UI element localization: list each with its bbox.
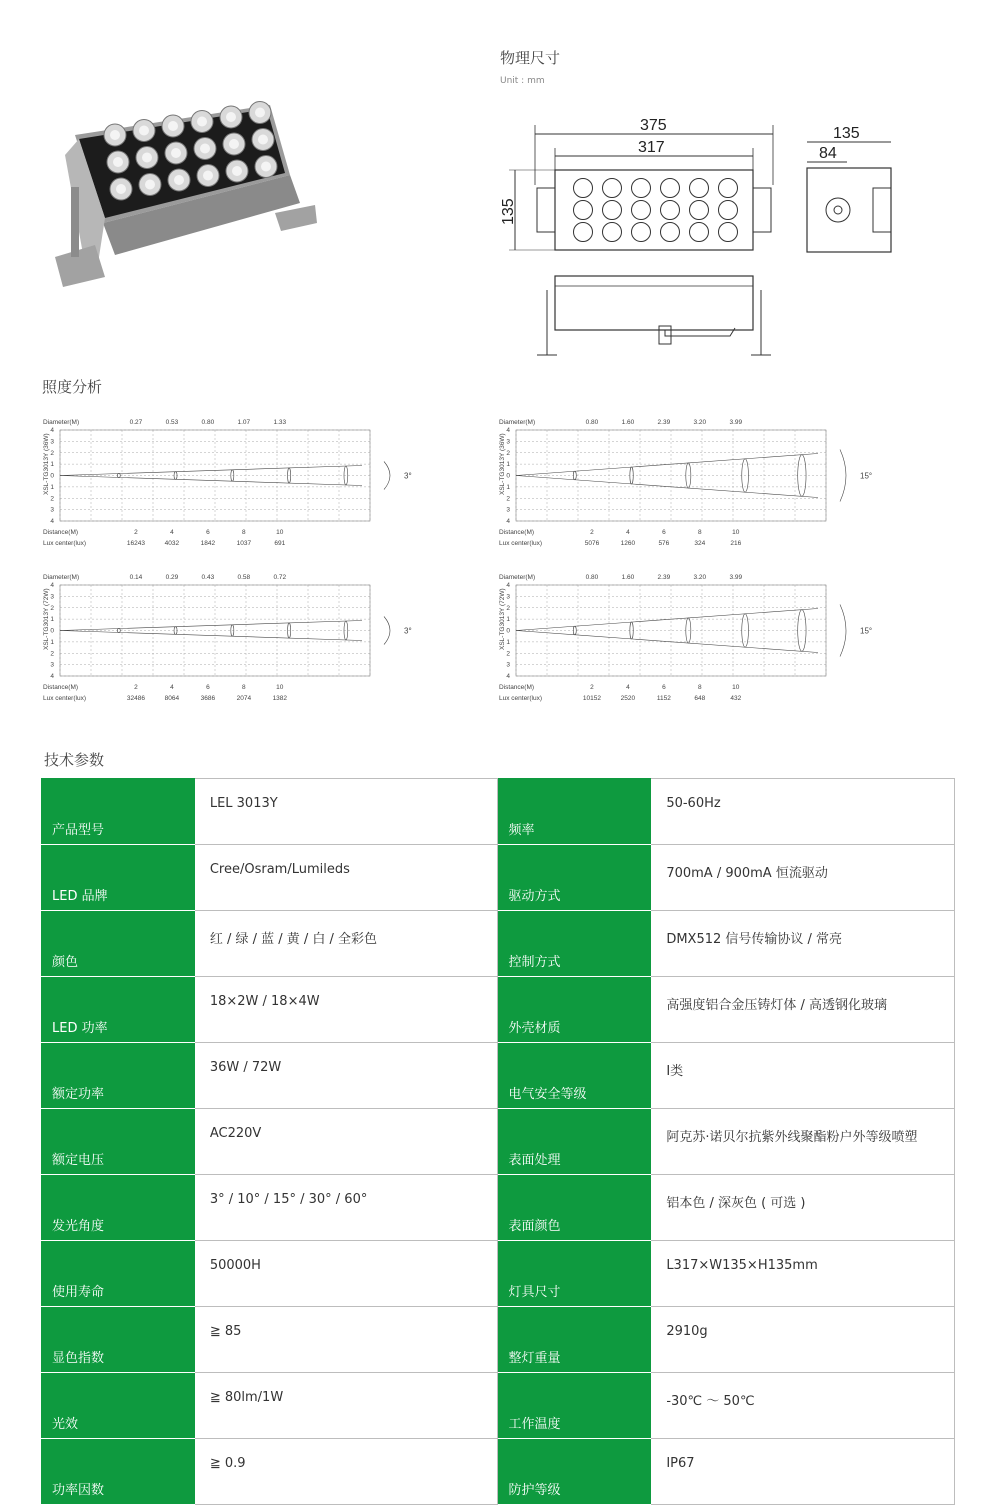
y-tick: 4 [506, 518, 510, 525]
spec-value: 2910g [651, 1307, 955, 1373]
distance-value: 6 [662, 684, 666, 691]
spec-label: 控制方式 [498, 911, 651, 977]
diameter-value: 1.60 [621, 574, 635, 581]
y-tick: 0 [506, 472, 510, 480]
lux-value: 576 [658, 540, 670, 547]
lux-label: Lux center(lux) [499, 540, 542, 547]
lux-value: 648 [694, 695, 706, 702]
y-tick: 2 [506, 449, 510, 457]
distance-label: Distance(M) [499, 529, 535, 536]
distance-value: 10 [732, 684, 740, 691]
spec-value: 高强度铝合金压铸灯体 / 高透钢化玻璃 [651, 977, 955, 1043]
diameter-value: 2.39 [657, 419, 671, 426]
lux-value: 2520 [620, 695, 636, 702]
spec-value: LEL 3013Y [194, 779, 498, 845]
lux-value: 1842 [200, 540, 216, 547]
y-tick: 3 [50, 593, 54, 601]
front-led-outline [690, 223, 709, 242]
spec-row [42, 1043, 955, 1109]
lux-value: 216 [730, 540, 742, 547]
front-led-outline [719, 201, 738, 220]
lux-label: Lux center(lux) [499, 695, 542, 702]
diameter-value: 0.80 [201, 419, 215, 426]
spec-label: 表面处理 [498, 1109, 651, 1175]
distance-value: 2 [590, 684, 594, 691]
spec-table [41, 778, 955, 1505]
illum-chart [43, 574, 412, 702]
y-tick: 4 [506, 582, 510, 589]
spec-value: 36W / 72W [194, 1043, 498, 1109]
bracket-label: 84 [819, 145, 837, 162]
spec-label: 显色指数 [42, 1307, 195, 1373]
y-tick: 3 [50, 661, 54, 669]
spec-value: DMX512 信号传输协议 / 常亮 [651, 911, 955, 977]
y-tick: 2 [506, 604, 510, 612]
illum-chart [43, 419, 412, 547]
y-tick: 3 [50, 438, 54, 446]
spec-value: 50-60Hz [651, 779, 955, 845]
overall-length-label: 375 [640, 117, 667, 134]
front-led-outline [661, 223, 680, 242]
diameter-value: 0.80 [585, 574, 599, 581]
spec-label: 整灯重量 [498, 1307, 651, 1373]
lux-value: 1260 [620, 540, 636, 547]
spec-label: 工作温度 [498, 1373, 651, 1439]
spec-value: IP67 [651, 1439, 955, 1505]
front-led-outline [690, 201, 709, 220]
beam-angle: 15° [860, 626, 873, 636]
y-tick: 4 [506, 427, 510, 434]
distance-value: 2 [134, 529, 138, 536]
beam-angle: 3° [404, 471, 412, 481]
diameter-value: 0.14 [129, 574, 143, 581]
distance-value: 6 [206, 529, 210, 536]
distance-value: 10 [276, 684, 284, 691]
diameter-value: 0.53 [165, 419, 179, 426]
spec-label: 发光角度 [42, 1175, 195, 1241]
distance-value: 8 [698, 684, 702, 691]
diameter-label: Diameter(M) [499, 574, 536, 581]
distance-value: 8 [698, 529, 702, 536]
y-tick: 4 [50, 427, 54, 434]
led-core [197, 117, 207, 127]
diameter-value: 1.33 [273, 419, 287, 426]
model-label: XSL-TG3013Y (36W) [43, 433, 50, 495]
distance-value: 4 [626, 529, 630, 536]
beam-angle: 15° [860, 471, 873, 481]
spec-label: 电气安全等级 [498, 1043, 651, 1109]
lux-value: 3686 [200, 695, 216, 702]
lux-label: Lux center(lux) [43, 695, 86, 702]
spec-row [42, 779, 955, 845]
front-led-outline [603, 201, 622, 220]
diameter-value: 2.39 [657, 574, 671, 581]
lux-value: 1037 [236, 540, 252, 547]
front-led-outline [603, 223, 622, 242]
spec-label: 功率因数 [42, 1439, 195, 1505]
distance-value: 10 [732, 529, 740, 536]
distance-value: 8 [242, 529, 246, 536]
front-led-outline [719, 179, 738, 198]
led-core [139, 126, 149, 136]
diameter-value: 1.07 [237, 419, 251, 426]
led-core [203, 171, 213, 181]
led-core [116, 184, 126, 194]
distance-value: 2 [590, 529, 594, 536]
spec-row [42, 1307, 955, 1373]
spec-value: AC220V [194, 1109, 498, 1175]
front-led-outline [661, 201, 680, 220]
spec-label: 灯具尺寸 [498, 1241, 651, 1307]
spec-label: 防护等级 [498, 1439, 651, 1505]
spec-value: Cree/Osram/Lumileds [194, 845, 498, 911]
spec-label: 外壳材质 [498, 977, 651, 1043]
model-label: XSL-TG3013Y (72W) [499, 588, 506, 650]
front-led-outline [661, 179, 680, 198]
y-tick: 1 [506, 638, 510, 646]
y-tick: 0 [50, 627, 54, 635]
illum-chart [499, 574, 872, 702]
distance-value: 6 [662, 529, 666, 536]
lux-value: 32486 [126, 695, 145, 702]
unit-label: Unit : mm [500, 76, 545, 86]
lux-value: 8064 [164, 695, 180, 702]
y-tick: 4 [50, 582, 54, 589]
diameter-value: 1.60 [621, 419, 635, 426]
distance-value: 8 [242, 684, 246, 691]
y-tick: 1 [506, 461, 510, 469]
distance-value: 4 [170, 684, 174, 691]
spec-label: LED 功率 [42, 977, 195, 1043]
y-tick: 2 [50, 495, 54, 503]
spec-value: L317×W135×H135mm [651, 1241, 955, 1307]
front-led-outline [574, 179, 593, 198]
lux-value: 1152 [656, 695, 671, 702]
led-core [232, 166, 242, 176]
diameter-value: 0.29 [165, 574, 179, 581]
distance-value: 10 [276, 529, 284, 536]
led-core [255, 108, 265, 118]
y-tick: 2 [50, 604, 54, 612]
lux-value: 5076 [584, 540, 600, 547]
front-led-outline [574, 223, 593, 242]
lux-value: 4032 [164, 540, 180, 547]
front-led-outline [690, 179, 709, 198]
y-tick: 0 [506, 627, 510, 635]
led-core [258, 135, 268, 145]
front-led-outline [632, 201, 651, 220]
diameter-value: 0.58 [237, 574, 251, 581]
spec-value: 红 / 绿 / 蓝 / 黄 / 白 / 全彩色 [194, 911, 498, 977]
model-label: XSL-TG3013Y (36W) [499, 433, 506, 495]
front-led-outline [719, 223, 738, 242]
spec-label: 产品型号 [42, 779, 195, 845]
diameter-value: 3.99 [729, 419, 743, 426]
y-tick: 3 [506, 593, 510, 601]
spec-row [42, 1241, 955, 1307]
spec-value: -30℃ ～ 50℃ [651, 1373, 955, 1439]
y-tick: 2 [506, 495, 510, 503]
front-led-outline [574, 201, 593, 220]
spec-label: 光效 [42, 1373, 195, 1439]
lux-value: 2074 [236, 695, 252, 702]
y-tick: 1 [506, 616, 510, 624]
spec-value: 阿克苏·诺贝尔抗紫外线聚酯粉户外等级喷塑 [651, 1109, 955, 1175]
distance-value: 6 [206, 684, 210, 691]
y-tick: 2 [506, 650, 510, 658]
spec-row [42, 1109, 955, 1175]
illumination-charts [40, 415, 960, 715]
y-tick: 3 [506, 506, 510, 514]
lux-value: 432 [730, 695, 742, 702]
spec-row [42, 977, 955, 1043]
y-tick: 3 [506, 661, 510, 669]
y-tick: 1 [50, 638, 54, 646]
diameter-value: 3.99 [729, 574, 743, 581]
front-led-outline [632, 179, 651, 198]
y-tick: 3 [506, 438, 510, 446]
spec-label: 颜色 [42, 911, 195, 977]
dimensions-title: 物理尺寸 [500, 49, 561, 67]
y-tick: 3 [50, 506, 54, 514]
spec-label: LED 品牌 [42, 845, 195, 911]
lux-value: 16243 [126, 540, 145, 547]
y-tick: 1 [50, 483, 54, 491]
diameter-value: 3.20 [693, 419, 707, 426]
diameter-label: Diameter(M) [499, 419, 536, 426]
spec-value: ≧ 0.9 [194, 1439, 498, 1505]
lux-value: 10152 [582, 695, 601, 702]
beam-angle: 3° [404, 626, 412, 636]
spec-value: Ⅰ类 [651, 1043, 955, 1109]
led-core [200, 144, 210, 154]
spec-value: 700mA / 900mA 恒流驱动 [651, 845, 955, 911]
dimension-drawing [495, 110, 905, 365]
distance-label: Distance(M) [499, 684, 535, 691]
front-led-outline [603, 179, 622, 198]
spec-value: ≧ 85 [194, 1307, 498, 1373]
body-length-label: 317 [638, 139, 665, 156]
lux-value: 324 [694, 540, 706, 547]
led-core [145, 180, 155, 190]
front-led-outline [632, 223, 651, 242]
height-label: 135 [500, 198, 517, 225]
spec-label: 使用寿命 [42, 1241, 195, 1307]
diameter-label: Diameter(M) [43, 419, 80, 426]
spec-label: 额定电压 [42, 1109, 195, 1175]
y-tick: 2 [50, 650, 54, 658]
depth-label: 135 [833, 125, 860, 142]
y-tick: 1 [50, 461, 54, 469]
spec-label: 频率 [498, 779, 651, 845]
diameter-value: 0.72 [273, 574, 287, 581]
specs-title: 技术参数 [44, 751, 105, 769]
diameter-value: 0.43 [201, 574, 215, 581]
spec-label: 表面颜色 [498, 1175, 651, 1241]
spec-row [42, 911, 955, 977]
spec-row [42, 1439, 955, 1505]
led-core [171, 148, 181, 158]
spec-value: 50000H [194, 1241, 498, 1307]
led-core [174, 175, 184, 185]
spec-value: 18×2W / 18×4W [194, 977, 498, 1043]
spec-value: ≧ 80lm/1W [194, 1373, 498, 1439]
y-tick: 4 [50, 518, 54, 525]
led-core [229, 139, 239, 149]
product-photo [45, 95, 335, 295]
y-tick: 4 [50, 673, 54, 680]
led-core [261, 162, 271, 172]
spec-row [42, 1373, 955, 1439]
led-core [226, 112, 236, 122]
distance-label: Distance(M) [43, 529, 79, 536]
distance-label: Distance(M) [43, 684, 79, 691]
diameter-value: 0.80 [585, 419, 599, 426]
spec-label: 驱动方式 [498, 845, 651, 911]
led-core [168, 121, 178, 131]
lux-value: 691 [274, 540, 286, 547]
illumination-title: 照度分析 [42, 378, 103, 396]
spec-value: 3° / 10° / 15° / 30° / 60° [194, 1175, 498, 1241]
y-tick: 4 [506, 673, 510, 680]
y-tick: 1 [50, 616, 54, 624]
spec-label: 额定功率 [42, 1043, 195, 1109]
illum-chart [499, 419, 872, 547]
lux-value: 1382 [272, 695, 288, 702]
y-tick: 0 [50, 472, 54, 480]
model-label: XSL-TG3013Y (72W) [43, 588, 50, 650]
led-core [110, 130, 120, 140]
spec-row [42, 1175, 955, 1241]
distance-value: 4 [170, 529, 174, 536]
diameter-value: 0.27 [129, 419, 143, 426]
led-core [113, 157, 123, 167]
diameter-value: 3.20 [693, 574, 707, 581]
lux-label: Lux center(lux) [43, 540, 86, 547]
y-tick: 2 [50, 449, 54, 457]
distance-value: 4 [626, 684, 630, 691]
spec-value: 铝本色 / 深灰色 ( 可选 ) [651, 1175, 955, 1241]
y-tick: 1 [506, 483, 510, 491]
distance-value: 2 [134, 684, 138, 691]
led-core [142, 153, 152, 163]
diameter-label: Diameter(M) [43, 574, 80, 581]
spec-row [42, 845, 955, 911]
